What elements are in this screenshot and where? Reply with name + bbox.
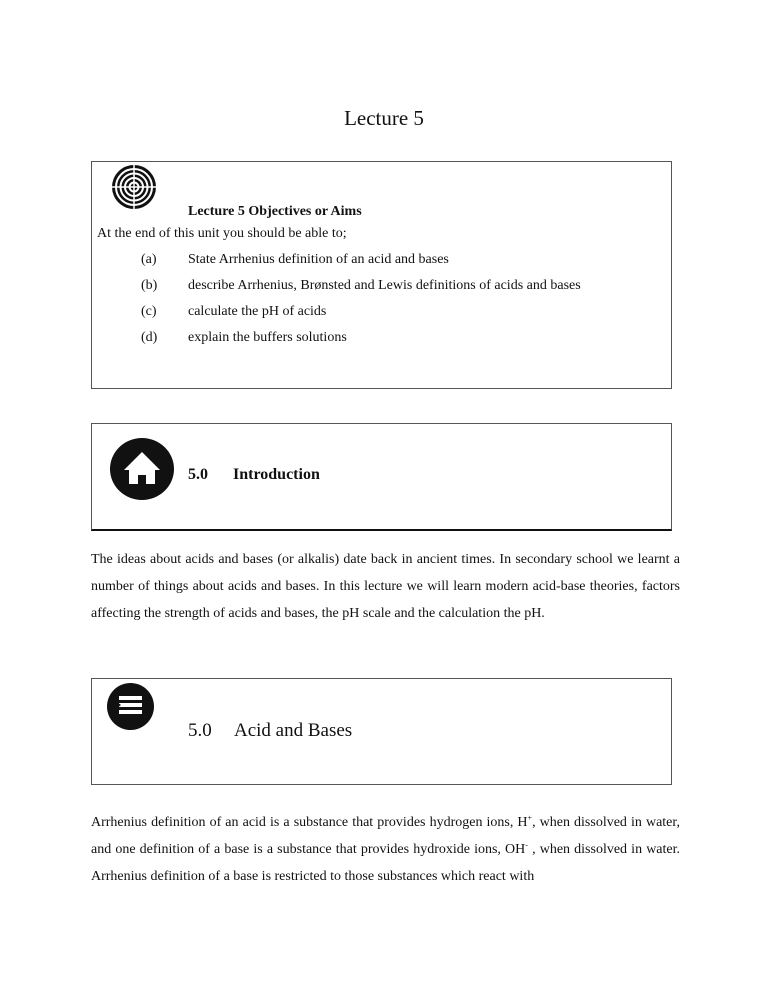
list-item-text: explain the buffers solutions: [188, 330, 347, 345]
paragraph-text: Arrhenius definition of an acid is a substance that provides hydrogen ions, H: [91, 815, 528, 830]
list-icon: [107, 683, 154, 730]
list-item: [141, 304, 326, 320]
list-item-text: State Arrhenius definition of an acid and bases: [188, 252, 449, 267]
section-number: 5.0: [188, 466, 208, 483]
list-item-text: calculate the pH of acids: [188, 304, 327, 319]
target-icon: [111, 164, 157, 210]
acid-bases-heading: [188, 720, 352, 742]
oh-ion-charge: -: [525, 840, 528, 850]
list-item-letter: (b): [141, 278, 158, 293]
introduction-paragraph: The ideas about acids and bases (or alkalis) date back in ancient times. In secondary school we learnt a number of things about acids and bases. In this lecture we will learn modern acid-base theories, factors affecting the strength of acids and bases, the pH scale and the calculation the pH.: [91, 552, 680, 621]
paragraph-text: , when dissolved in water, and one definition of a base is a substance that provides hydroxide ions, OH: [91, 815, 680, 857]
objectives-box: [91, 161, 672, 389]
list-item-letter: (c): [141, 304, 157, 319]
acid-bases-box: [91, 678, 672, 785]
section-number: 5.0: [188, 720, 212, 741]
section-title: Introduction: [233, 466, 320, 483]
list-item-letter: (d): [141, 330, 158, 345]
list-item-text: describe Arrhenius, Brønsted and Lewis definitions of acids and bases: [188, 278, 581, 293]
introduction-heading: [188, 466, 320, 484]
objectives-heading: Lecture 5 Objectives or Aims: [188, 204, 362, 219]
h-ion-charge: +: [527, 813, 533, 823]
list-item-letter: (a): [141, 252, 157, 267]
page-title: Lecture 5: [344, 106, 424, 130]
list-item: [141, 252, 449, 268]
home-icon: [110, 438, 174, 500]
paragraph-text: , when dissolved in water. Arrhenius definition of a base is restricted to those substances which react with: [91, 842, 681, 884]
arrhenius-paragraph: [91, 809, 680, 890]
objectives-intro: At the end of this unit you should be able to;: [97, 226, 347, 241]
section-title: Acid and Bases: [234, 720, 353, 741]
introduction-box: [91, 423, 672, 531]
list-item: [141, 330, 347, 346]
list-item: [141, 278, 581, 294]
